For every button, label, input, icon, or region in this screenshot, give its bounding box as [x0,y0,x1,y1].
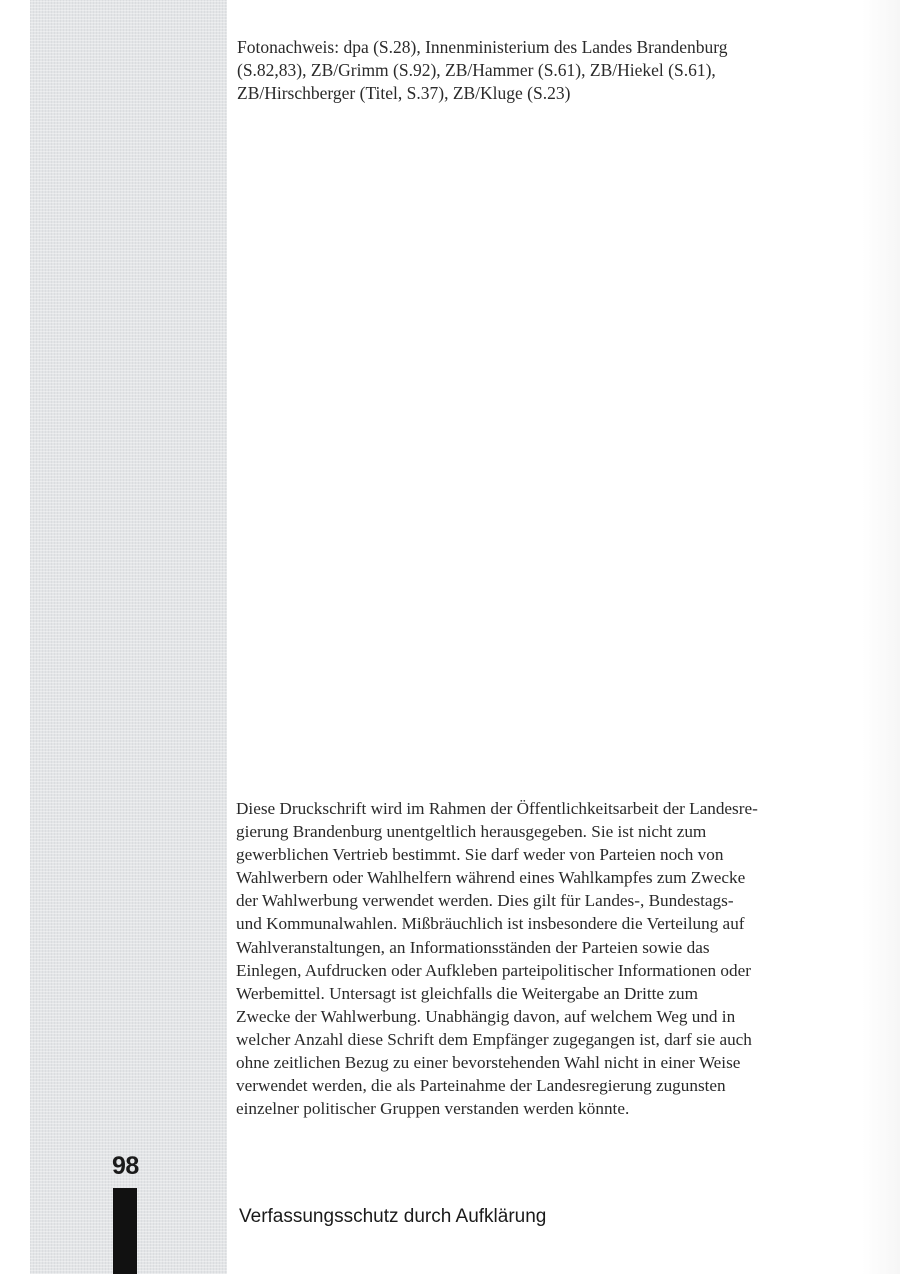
photo-credits-line: ZB/Hirschberger (Titel, S.37), ZB/Kluge (S.23) [237,83,571,103]
legal-notice-line: verwendet werden, die als Parteinahme der Landesregierung zugunsten [236,1076,726,1096]
legal-notice-line: welcher Anzahl diese Schrift dem Empfänger zugegangen ist, darf sie auch [236,1029,752,1049]
side-band [30,0,227,1274]
legal-notice-line: gierung Brandenburg unentgeltlich herausgegeben. Sie ist nicht zum [236,822,707,842]
photo-credits-line: (S.82,83), ZB/Grimm (S.92), ZB/Hammer (S.61), ZB/Hiekel (S.61), [237,60,716,80]
legal-notice-line: der Wahlwerbung verwendet werden. Dies gilt für Landes-, Bundestags- [236,891,734,911]
legal-notice-line: Wahlveranstaltungen, an Informationsständen der Parteien sowie das [236,937,710,957]
photo-credits-line: Fotonachweis: dpa (S.28), Innenministerium des Landes Brandenburg [237,37,728,57]
photo-credits [237,36,797,105]
legal-notice-line: einzelner politischer Gruppen verstanden werden könnte. [236,1099,630,1119]
page-edge-shadow [862,0,900,1274]
legal-notice-line: Werbemittel. Untersagt ist gleichfalls die Weitergabe an Dritte zum [236,983,698,1003]
legal-notice-line: ohne zeitlichen Bezug zu einer bevorstehenden Wahl nicht in einer Weise [236,1053,741,1073]
legal-notice-line: gewerblichen Vertrieb bestimmt. Sie darf weder von Parteien noch von [236,845,724,865]
legal-notice-line: Einlegen, Aufdrucken oder Aufkleben parteipolitischer Informationen oder [236,960,751,980]
legal-notice-line: Zwecke der Wahlwerbung. Unabhängig davon, auf welchem Weg und in [236,1006,736,1026]
legal-notice [236,797,836,1120]
legal-notice-line: Diese Druckschrift wird im Rahmen der Öffentlichkeitsarbeit der Landesre- [236,799,758,818]
page-number-bar [113,1188,137,1274]
page-number: 98 [112,1152,139,1180]
footer-title: Verfassungsschutz durch Aufklärung [239,1206,547,1227]
legal-notice-line: Wahlwerbern oder Wahlhelfern während eines Wahlkampfes zum Zwecke [236,868,746,888]
legal-notice-line: und Kommunalwahlen. Mißbräuchlich ist insbesondere die Verteilung auf [236,914,745,934]
